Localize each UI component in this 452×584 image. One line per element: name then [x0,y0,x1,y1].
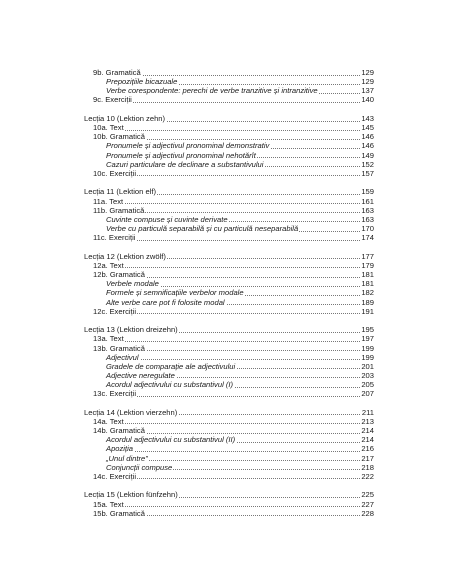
toc-entry-title: Gradele de comparație ale adjectivului [106,361,236,371]
toc-entry-title: Pronumele și adjectivul pronominal demonstrativ [106,141,270,151]
toc-page-number: 149 [361,150,374,160]
toc-entry-title: 12b. Gramatică [93,270,145,280]
toc-page-number: 146 [361,141,374,151]
toc-page-number: 146 [361,132,374,142]
toc-subtopic-row [84,224,374,233]
toc-page-number: 129 [361,68,374,77]
toc-section-row [84,123,374,132]
toc-entry-title: Prepozițiile bicazuale [106,77,178,87]
toc-entry-title: Formele și semnificațiile verbelor modale [106,288,244,298]
toc-page-number: 129 [361,77,374,87]
toc-section-row [84,132,374,141]
toc-entry-title: 10b. Gramatică [93,132,145,142]
toc-page-number: 157 [361,168,374,178]
toc-section-row [84,206,374,215]
toc-subtopic-row [84,298,374,307]
toc-page-number: 140 [361,95,374,105]
toc-section-row [84,334,374,343]
toc-entry-title: Alte verbe care pot fi folosite modal [106,297,225,307]
toc-entry-title: Adjective neregulate [106,370,175,380]
toc-entry-title: Lecția 10 (Lektion zehn) [84,114,166,123]
toc-entry-title: Cuvinte compuse și cuvinte derivate [106,214,228,224]
toc-page-number: 145 [361,123,374,133]
toc-page-number: 182 [361,288,374,298]
dot-leader [93,506,374,507]
toc-page-number: 211 [361,407,374,417]
toc-page-number: 218 [361,462,374,472]
toc-entry-title: 14c. Exerciții [93,471,137,481]
toc-subtopic-row [84,215,374,224]
toc-subtopic-row [84,435,374,444]
toc-subtopic-row [84,288,374,297]
toc-page-number: 137 [361,86,374,96]
toc-entry-title: Verbe cu particulă separabilă și cu particulă neseparabilă [106,224,299,234]
toc-page-number: 161 [361,196,374,206]
toc-entry-title: 11c. Exerciții [93,233,136,243]
toc-page-number: 152 [361,159,374,169]
toc-entry-title: Pronumele și adjectivul pronominal nehotărît [106,150,256,160]
toc-subtopic-row [84,279,374,288]
toc-page-number: 170 [361,224,374,234]
dot-leader [106,359,374,360]
dot-leader [93,423,374,424]
toc-subtopic-row [84,444,374,453]
toc-lesson-row [84,252,374,261]
toc-section-row [84,509,374,518]
toc-entry-title: Adjectivul [106,352,139,362]
toc-section-row [84,426,374,435]
toc-entry-title: 15b. Gramatică [93,508,145,518]
toc-entry-title: Acordul adjectivului cu substantivul (II) [106,435,236,445]
toc-entry-title: 13a. Text [93,334,124,344]
toc-page-number: 199 [361,343,374,353]
toc-page-number: 213 [361,416,374,426]
toc-page-number: 222 [361,471,374,481]
toc-subtopic-row [84,141,374,150]
toc-entry-title: Conjuncții compuse [106,462,173,472]
toc-entry-title: 14b. Gramatică [93,426,145,436]
toc-entry-title: Lecția 12 (Lektion zwölf) [84,251,166,261]
toc-lesson-row [84,187,374,196]
toc-section-row [84,169,374,178]
toc-page-number: 191 [361,306,374,316]
toc-section-row [84,261,374,270]
toc-subtopic-row [84,362,374,371]
toc-entry-title: 9c. Exerciții [93,95,132,105]
toc-entry-title: 10c. Exerciții [93,168,137,178]
toc-section-row [84,344,374,353]
toc-page-number: 159 [361,187,374,197]
toc-lesson-row [84,490,374,499]
toc-page-number: 181 [361,270,374,280]
toc-page-number: 199 [361,352,374,362]
toc-subtopic-row [84,160,374,169]
toc-page-number: 214 [361,426,374,436]
toc-entry-title: 10a. Text [93,123,124,133]
toc-section-row [84,197,374,206]
toc-page-number: 203 [361,370,374,380]
dot-leader [93,341,374,342]
dot-leader [93,203,374,204]
toc-entry-title: „Unul dintre” [106,453,148,463]
dot-leader [106,451,374,452]
toc-section-row [84,389,374,398]
toc-section-row [84,500,374,509]
toc-entry-title: 9b. Gramatică [93,68,141,77]
toc-page-number: 205 [361,380,374,390]
toc-page-number: 177 [361,251,374,261]
toc-page-number: 207 [361,389,374,399]
toc-entry-title: Acordul adjectivului cu substantivul (I) [106,380,234,390]
toc-entry-title: 12a. Text [93,260,124,270]
toc-page-number: 214 [361,435,374,445]
toc-page-number: 181 [361,279,374,289]
toc-section-row [84,95,374,104]
toc-page-number: 163 [361,205,374,215]
toc-entry-title: Lecția 11 (Lektion elf) [84,187,157,197]
toc-section-row [84,417,374,426]
toc-entry-title: 12c. Exerciții [93,306,137,316]
toc-lesson-row [84,325,374,334]
toc-entry-title: Lecția 14 (Lektion vierzehn) [84,407,178,417]
toc-page-number: 195 [361,325,374,335]
dot-leader [93,130,374,131]
toc-page-number: 216 [361,444,374,454]
toc-section-row [84,307,374,316]
toc-page-number: 228 [361,508,374,518]
toc-entry-title: Cazuri particulare de declinare a substantivului [106,159,264,169]
toc-page-number: 201 [361,361,374,371]
toc-entry-title: Apoziția [106,444,134,454]
toc-subtopic-row [84,151,374,160]
toc-page-number: 225 [361,490,374,500]
toc-entry-title: Lecția 15 (Lektion fünfzehn) [84,490,178,500]
toc-entry-title: Verbe corespondente: perechi de verbe tranzitive și intranzitive [106,86,318,96]
toc-entry-title: Verbele modale [106,279,159,289]
dot-leader [93,267,374,268]
toc-lesson-row [84,408,374,417]
toc-section-row [84,472,374,481]
toc-entry-title: 14a. Text [93,416,124,426]
dot-leader [93,102,374,103]
toc-subtopic-row [84,86,374,95]
toc-entry-title: 11a. Text [93,196,124,206]
toc-section-row [84,68,374,77]
toc-subtopic-row [84,353,374,362]
toc-page-number: 189 [361,297,374,307]
toc-entry-title: 11b. Gramatică [93,205,145,215]
toc-section-row [84,233,374,242]
toc-page-number: 217 [361,453,374,463]
toc-page-number: 227 [361,499,374,509]
toc-entry-title: Lecția 13 (Lektion dreizehn) [84,325,178,335]
toc-page-number: 197 [361,334,374,344]
toc-lesson-row [84,114,374,123]
toc-page-number: 174 [361,233,374,243]
toc-subtopic-row [84,371,374,380]
toc-page-number: 143 [361,114,374,123]
toc-subtopic-row [84,77,374,86]
toc-subtopic-row [84,380,374,389]
toc-section-row [84,270,374,279]
toc-subtopic-row [84,454,374,463]
toc-page-number: 163 [361,214,374,224]
toc-entry-title: 15a. Text [93,499,124,509]
toc-entry-title: 13b. Gramatică [93,343,145,353]
toc-entry-title: 13c. Exerciții [93,389,137,399]
toc-subtopic-row [84,463,374,472]
toc-page-number: 179 [361,260,374,270]
